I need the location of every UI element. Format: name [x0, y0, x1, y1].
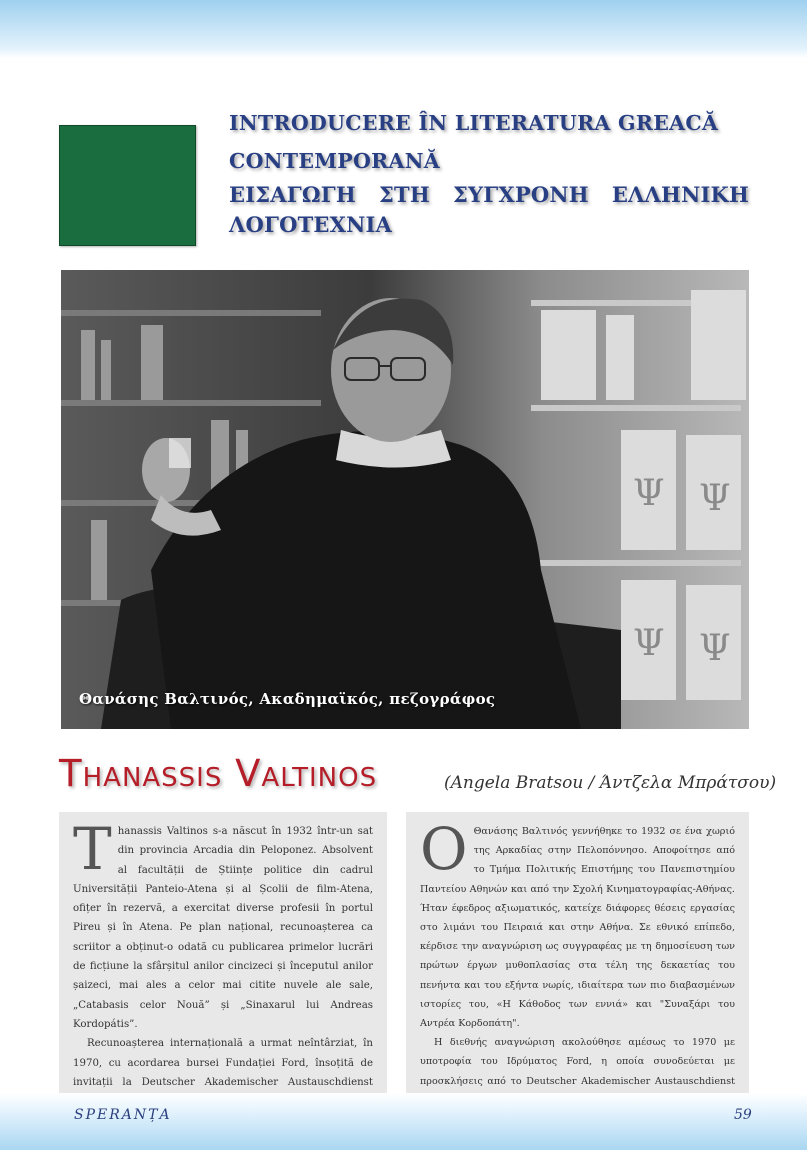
magazine-name: SPERANȚA [74, 1107, 172, 1123]
romanian-text-column [59, 812, 387, 1104]
top-gradient-band [0, 0, 807, 58]
svg-text:Ψ: Ψ [699, 478, 731, 519]
greek-text-column [406, 812, 749, 1104]
photo-caption: Θανάσης Βαλτινός, Ακαδημαϊκός, πεζογράφος [79, 690, 496, 708]
author-photo [61, 270, 749, 729]
paragraph-text: hanassis Valtinos s-a născut în 1932 într-un sat din provincia Arcadia din Peloponez. Absolvent al facultății de Științe politice din cadrul Universității Panteio-Atena și al Școlii de film-Atena, ofițer în rezervă, a exercitat diverse profesii în portul Pireu și în Atena. Pe plan național, recunoașterea ca scriitor a obținut-o odată cu publicarea primelor lucrări de ficțiune la sfârșitul anilor cincizeci și începutul anilor șaizeci, mai ales a celor mai citite nuvele ale sale, „Catabasis celor Nouă” și „Sinaxarul lui Andreas Kordopátis”. [73, 826, 373, 1030]
title-romanian-line1: INTRODUCERE ÎN LITERATURA GREACĂ [229, 111, 719, 135]
paragraph-text: Θανάσης Βαλτινός γεννήθηκε το 1932 σε ένα χωριό της Αρκαδίας στην Πελοπόννησο. Αποφοίτησε από το Τμήμα Πολιτικής Επιστήμης του Πανεπιστημίου Παντείου Αθηνών και από την Σχολή Κινηματογραφίας-Αθήνας. Ήταν έφεδρος αξιωματικός, κατείχε διάφορες θέσεις εργασίας στο λιμάνι του Πειραιά και στην Αθήνα. Σε εθνικό επίπεδο, κέρδισε την αναγνώριση ως συγγραφέας με τη δημοσίευση των πρώτων έργων μυθοπλασίας στα τέλη της δεκαετίας του πενήντα και του εξήντα νωρίς, ιδιαίτερα των πιο διαβασμένων ιστορίες του, «Η Κάθοδος των εννιά» και "Συναξάρι του Αντρέα Κορδοπάτη". [420, 826, 735, 1030]
greek-paragraph-1 [420, 815, 735, 1033]
dropcap: T [73, 815, 112, 883]
section-title [229, 104, 749, 240]
svg-text:Ψ: Ψ [699, 628, 731, 669]
title-greek: ΕΙΣΑΓΩΓΗ ΣΤΗ ΣΥΓΧΡΟΝΗ ΕΛΛΗΝΙΚΗ ΛΟΓΟΤΕΧΝΙΑ [229, 182, 749, 237]
title-romanian-line2: CONTEMPORANĂ [229, 149, 440, 173]
byline: (Angela Bratsou / Άντζελα Μπράτσου) [444, 773, 777, 793]
author-name-heading: Thanassis Valtinos [59, 752, 378, 795]
dropcap: Ο [420, 815, 468, 883]
romanian-paragraph-1 [73, 815, 373, 1034]
photo-illustration [61, 270, 749, 729]
svg-text:Ψ: Ψ [633, 623, 665, 664]
page-number: 59 [734, 1107, 752, 1123]
greek-paragraph-2: Η διεθνής αναγνώριση ακολούθησε αμέσως το 1970 με υποτροφία του Ιδρύματος Ford, η οποία συνοδεύεται με προσκλήσεις από το Deutscher Akademischer Austauschdienst [420, 1037, 735, 1087]
romanian-paragraph-2: Recunoașterea internațională a urmat neîntârziat, în 1970, cu acordarea bursei Fundației Ford, însoțită de invitații la Deutscher Akademischer Austauschdienst [73, 1038, 373, 1088]
svg-text:Ψ: Ψ [633, 473, 665, 514]
green-decorative-box [59, 125, 196, 246]
